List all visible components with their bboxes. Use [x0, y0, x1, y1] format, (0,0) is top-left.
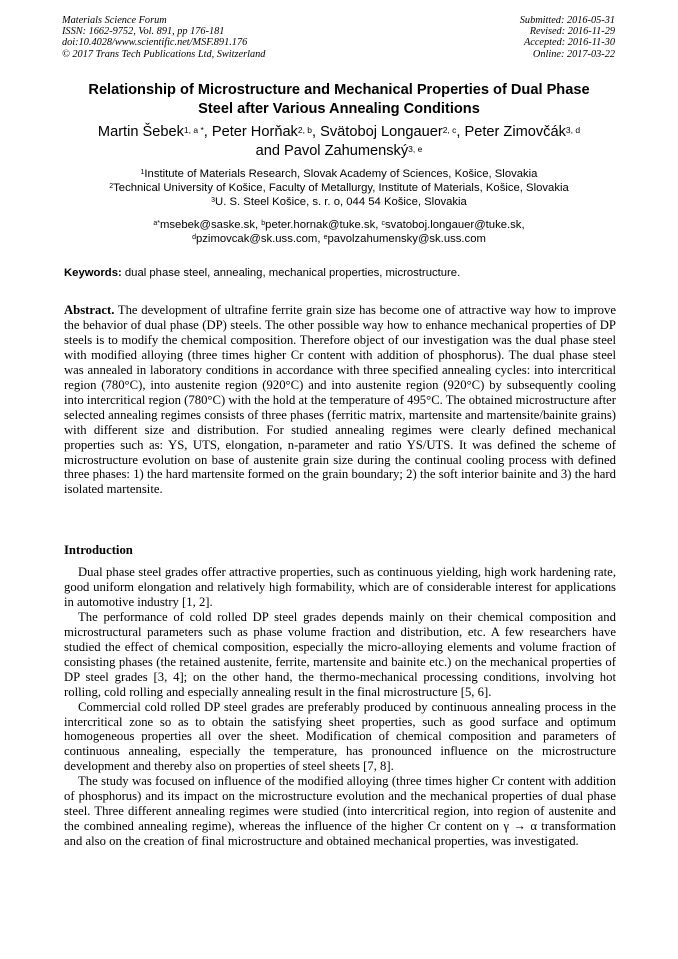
- abstract-paragraph: [64, 303, 616, 497]
- author-sep: ,: [456, 124, 465, 140]
- intro-paragraph: The study was focused on influence of the modified alloying (three times higher Cr content with addition of phosphorus) and its impact on the microstructure evolution and the mechanical properties of dual phase steel. Three different annealing regimes were studied (into intercritical region, into region of austenite and the combined annealing regime), whereas the influence of the higher Cr content on γ → α transformation and also on the creation of final microstructure and obtained mechanical properties, was investigated.: [64, 774, 616, 849]
- author-name: and Pavol Zahumenský: [255, 143, 409, 159]
- email-link[interactable]: pavolzahumensky@sk.uss.com: [327, 233, 486, 246]
- affiliation-sup: 3: [211, 197, 216, 205]
- emails-line-1: [40, 218, 638, 232]
- author-name: Peter Zimovčák: [464, 124, 566, 140]
- author-sep: ,: [203, 124, 212, 140]
- accepted-date: Accepted: 2016-11-30: [523, 37, 615, 49]
- title-line-1: Relationship of Microstructure and Mechanical Properties of Dual Phase: [88, 82, 590, 98]
- email-sup: b: [261, 220, 266, 227]
- email-link[interactable]: pzimovcak@sk.uss.com: [196, 233, 318, 246]
- email-sup: c: [381, 220, 386, 227]
- author-name: Svätoboj Longauer: [320, 124, 443, 140]
- paper-title: [40, 81, 638, 118]
- email-link[interactable]: peter.hornak@tuke.sk: [265, 219, 376, 231]
- affiliation-text: U. S. Steel Košice, s. r. o, 044 54 Košice, Slovakia: [215, 196, 467, 209]
- intro-paragraph: Commercial cold rolled DP steel grades are preferably produced by continuous annealing process in the intercritical zone so as to obtain the satisfying sheet properties, such as good surface and optimum homogeneous properties all over the sheet. Modification of chemical composition and parameters of continuous annealing, especially the temperature, has pronounced influence on the microstructure development and thereby also on properties of steel sheets [7, 8].: [64, 699, 616, 774]
- doi-line: doi:10.4028/www.scientific.net/MSF.891.176: [62, 37, 248, 49]
- email-sep: ,: [254, 219, 262, 231]
- keywords-label: Keywords:: [64, 267, 122, 279]
- journal-name: Materials Science Forum: [62, 15, 167, 26]
- author-sup: 2, c: [442, 125, 457, 135]
- online-date: Online: 2017-03-22: [532, 48, 615, 60]
- affiliation-item: [40, 167, 638, 181]
- publication-dates: [520, 15, 615, 60]
- intro-paragraph: Dual phase steel grades offer attractive properties, such as continuous yielding, high work hardening rate, good uniform elongation and relatively high formability, which are of considerable interest for applications in automotive industry [1, 2].: [64, 565, 616, 609]
- copyright-line: © 2017 Trans Tech Publications Ltd, Switzerland: [62, 48, 266, 60]
- email-sep: ,: [521, 219, 525, 231]
- title-line-2: Steel after Various Annealing Conditions: [198, 100, 480, 117]
- keywords-text: dual phase steel, annealing, mechanical properties, microstructure.: [121, 267, 461, 279]
- affiliation-text: Technical University of Košice, Faculty of Metallurgy, Institute of Materials, Košice, Slovakia: [113, 182, 569, 195]
- author-name: Martin Šebek: [97, 124, 184, 140]
- introduction-heading: Introduction: [64, 543, 133, 557]
- email-sep: ,: [375, 219, 382, 231]
- revised-date: Revised: 2016-11-29: [529, 26, 615, 38]
- author-sep: ,: [312, 124, 321, 140]
- submitted-date: Submitted: 2016-05-31: [519, 15, 615, 26]
- introduction-body: [64, 565, 616, 849]
- affiliations: [40, 167, 638, 210]
- author-sup: 2, b: [297, 125, 313, 135]
- affiliation-text: Institute of Materials Research, Slovak Academy of Sciences, Košice, Slovakia: [144, 168, 538, 180]
- author-list: [40, 123, 638, 161]
- author-sup: 1, a *: [183, 125, 204, 135]
- email-sup: a*: [153, 220, 160, 227]
- authors-line-2: [40, 142, 638, 161]
- issn-line: ISSN: 1662-9752, Vol. 891, pp 176-181: [62, 26, 225, 38]
- affiliation-item: [40, 195, 638, 209]
- author-sup: 3, e: [408, 144, 423, 154]
- author-name: Peter Horňak: [211, 124, 298, 140]
- email-link[interactable]: msebek@saske.sk: [160, 219, 255, 231]
- affiliation-sup: 2: [109, 183, 114, 191]
- abstract-text: The development of ultrafine ferrite grain size has become one of attractive way how to improve the behavior of dual phase (DP) steels. The other possible way how to enhance mechanical properties of DP steels is to modify the chemical composition. Therefore object of our investigation was the dual phase steel with modified alloying (three times higher Cr content with addition of phosphorus). The dual phase steel was annealed in laboratory conditions in accordance with three specified annealing cycles: into intercritical region (780°C), into austenite region (920°C) and into austenite region (920°C) by subsequently cooling into intercritical region (780°C) with the hold at the temperature of 495°C. The obtained microstructure after selected annealing regimes consists of three phases (ferritic matrix, martensite and martensite/bainite grains) with different size and distribution. For studied annealing regimes were clearly defined mechanical properties such as: YS, UTS, elongation, n-parameter and ratio YS/UTS. It was defined the scheme of microstructure evolution on base of austenite grain size during the continual cooling process with defined three phases: 1) the hard martensite formed on the grain boundary; 2) the soft interior bainite and 3) the hard isolated martensite.: [64, 303, 616, 497]
- affiliation-item: [40, 181, 638, 195]
- intro-paragraph: The performance of cold rolled DP steel grades depends mainly on their chemical composition and microstructural parameters such as phase volume fraction and distribution, etc. A few researchers have studied the effect of chemical composition, especially the micro-alloying elements and volume fraction of consisting phases (the retained austenite, ferrite, martensite and bainite etc.) on the mechanical properties of DP steel grades [3, 4]; on the other hand, the thermo-mechanical processing conditions, involving hot rolling, cold rolling and especially annealing result in the final microstructure [5, 6].: [64, 609, 616, 699]
- keywords: [64, 266, 616, 280]
- affiliation-sup: 1: [140, 169, 145, 176]
- author-sup: 3, d: [565, 125, 581, 135]
- email-sup: e: [323, 234, 328, 242]
- email-list: [40, 218, 638, 246]
- email-sep: ,: [317, 233, 324, 246]
- emails-line-2: [40, 232, 638, 246]
- email-link[interactable]: svatoboj.longauer@tuke.sk: [385, 219, 522, 231]
- abstract-label: Abstract.: [64, 303, 115, 317]
- journal-info: [62, 15, 265, 60]
- abstract: [64, 303, 616, 497]
- authors-line-1: [40, 123, 638, 142]
- email-sup: d: [192, 234, 196, 242]
